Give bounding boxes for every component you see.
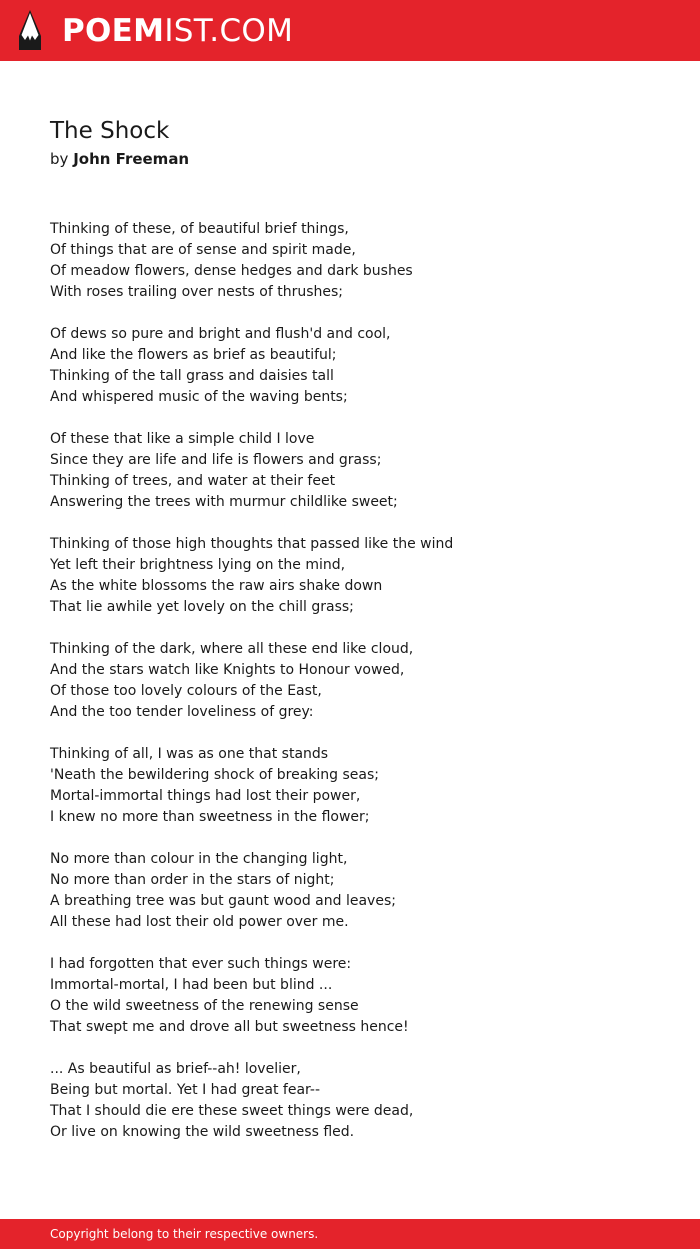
poem-line: And the too tender loveliness of grey: — [50, 704, 314, 720]
poem-line: Of these that like a simple child I love — [50, 431, 315, 447]
poem-line: Yet left their brightness lying on the mind, — [50, 557, 346, 573]
poem-line: Being but mortal. Yet I had great fear-- — [50, 1082, 320, 1098]
poem-line: Thinking of those high thoughts that passed like the wind — [50, 536, 454, 552]
stanza — [50, 324, 670, 408]
poem-line: Of things that are of sense and spirit made, — [50, 242, 356, 258]
poem-line: Thinking of all, I was as one that stands — [50, 746, 329, 762]
poem-line: Immortal-mortal, I had been but blind ... — [50, 977, 333, 993]
poem-line: Thinking of these, of beautiful brief things, — [50, 221, 349, 237]
poem-line: Thinking of the dark, where all these end like cloud, — [50, 641, 414, 657]
copyright-text: Copyright belong to their respective owners. — [50, 1227, 319, 1241]
poem-line: Answering the trees with murmur childlike sweet; — [50, 494, 398, 510]
poem-line: With roses trailing over nests of thrushes; — [50, 284, 344, 300]
poem-line: And like the flowers as brief as beautiful; — [50, 347, 337, 363]
site-logo[interactable] — [62, 11, 293, 51]
poem-line: Since they are life and life is flowers and grass; — [50, 452, 382, 468]
poem-line: Of those too lovely colours of the East, — [50, 683, 322, 699]
poem-line: Thinking of trees, and water at their feet — [50, 473, 336, 489]
poem-line: A breathing tree was but gaunt wood and leaves; — [50, 893, 396, 909]
poem-line: I had forgotten that ever such things were: — [50, 956, 352, 972]
poem-line: And the stars watch like Knights to Honour vowed, — [50, 662, 405, 678]
poem-line: That I should die ere these sweet things were dead, — [50, 1103, 414, 1119]
poem-line: Thinking of the tall grass and daisies tall — [50, 368, 334, 384]
stanza — [50, 219, 670, 303]
stanza — [50, 954, 670, 1038]
poem-line: I knew no more than sweetness in the flower; — [50, 809, 370, 825]
poem-line: As the white blossoms the raw airs shake down — [50, 578, 383, 594]
poem-line: No more than colour in the changing light, — [50, 851, 348, 867]
stanza — [50, 849, 670, 933]
poem-line: ... As beautiful as brief--ah! lovelier, — [50, 1061, 301, 1077]
poem-line: 'Neath the bewildering shock of breaking seas; — [50, 767, 379, 783]
by-label: by — [50, 150, 69, 168]
logo-light-text: IST.COM — [164, 13, 294, 49]
stanza — [50, 429, 670, 513]
poem-title: The Shock — [50, 118, 170, 144]
author-name: John Freeman — [73, 150, 190, 168]
poem-line: And whispered music of the waving bents; — [50, 389, 348, 405]
poem-line: That lie awhile yet lovely on the chill grass; — [50, 599, 354, 615]
poem-line: That swept me and drove all but sweetness hence! — [50, 1019, 409, 1035]
byline — [50, 148, 189, 170]
poem-line: Mortal-immortal things had lost their power, — [50, 788, 361, 804]
pencil-tip-icon — [17, 9, 43, 51]
stanza — [50, 1059, 670, 1143]
stanza — [50, 534, 670, 618]
poem-line: No more than order in the stars of night; — [50, 872, 335, 888]
site-header — [0, 0, 700, 61]
poem-line: Of dews so pure and bright and flush'd and cool, — [50, 326, 391, 342]
logo-bold-text: POEM — [62, 13, 165, 49]
stanza — [50, 744, 670, 828]
poem-line: Of meadow flowers, dense hedges and dark bushes — [50, 263, 413, 279]
poem-line: All these had lost their old power over me. — [50, 914, 349, 930]
poem-line: Or live on knowing the wild sweetness fled. — [50, 1124, 355, 1140]
poem-body — [50, 219, 670, 1164]
stanza — [50, 639, 670, 723]
site-footer — [0, 1219, 700, 1249]
poem-line: O the wild sweetness of the renewing sense — [50, 998, 359, 1014]
